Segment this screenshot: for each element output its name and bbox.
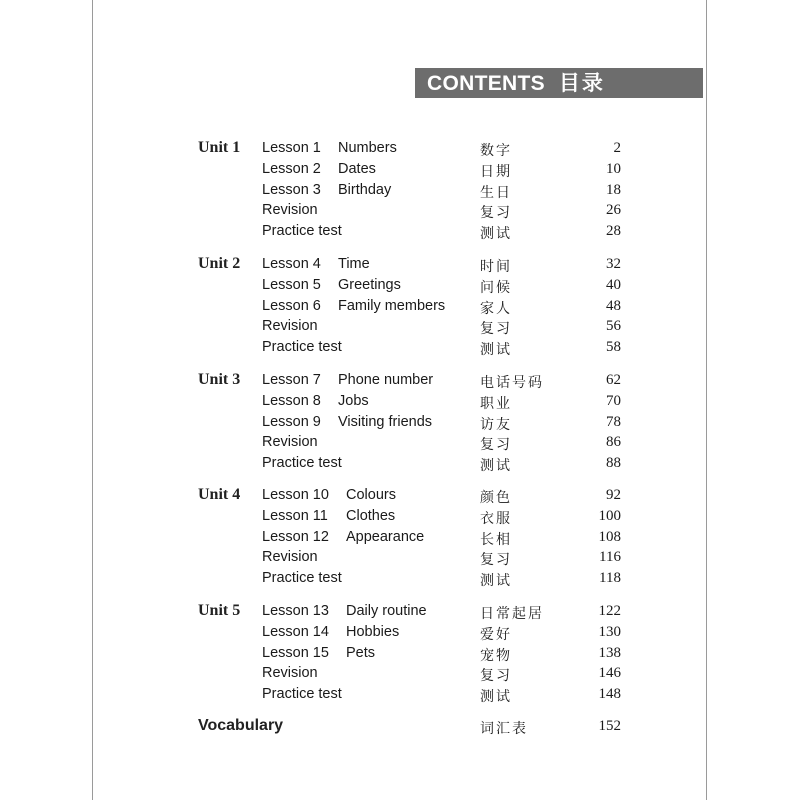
lesson-label: Practice test (262, 686, 342, 703)
toc-row[interactable] (0, 414, 800, 435)
page-number: 26 (606, 202, 621, 219)
lesson-label: Lesson 9 (262, 413, 321, 430)
toc-row[interactable] (0, 455, 800, 476)
lesson-title: Colours (346, 487, 396, 503)
lesson-label: Practice test (262, 455, 342, 472)
page-number: 48 (606, 297, 621, 314)
toc-row[interactable] (0, 140, 800, 161)
toc-row[interactable] (0, 182, 800, 203)
toc-row[interactable] (0, 645, 800, 666)
page-number: 138 (598, 644, 621, 661)
lesson-title-zh: 长相 (480, 531, 512, 548)
lesson-label: Lesson 10 (262, 487, 329, 503)
lesson-title-zh: 电话号码 (480, 375, 544, 391)
lesson-title-zh: 测试 (480, 226, 512, 243)
lesson-title-zh: 访友 (480, 416, 512, 433)
page-number: 146 (598, 665, 621, 682)
page-number: 62 (606, 372, 621, 388)
page-number: 40 (606, 276, 621, 293)
lesson-title-zh: 测试 (480, 689, 512, 706)
lesson-label: Lesson 3 (262, 181, 321, 198)
toc-row[interactable] (0, 508, 800, 529)
lesson-title: Numbers (338, 140, 397, 156)
lesson-label: Lesson 7 (262, 372, 321, 388)
lesson-title-zh: 宠物 (480, 647, 512, 664)
page-number: 58 (606, 339, 621, 356)
lesson-label: Lesson 8 (262, 392, 321, 409)
page-number: 18 (606, 181, 621, 198)
lesson-title-zh: 测试 (480, 573, 512, 590)
lesson-label: Revision (262, 549, 318, 566)
toc-row[interactable] (0, 298, 800, 319)
vocabulary-page-number: 152 (598, 718, 621, 734)
lesson-title-zh: 爱好 (480, 626, 512, 643)
lesson-title: Visiting friends (338, 413, 433, 430)
contents-title-en: CONTENTS (427, 72, 545, 95)
toc-row[interactable] (0, 393, 800, 414)
lesson-title-zh: 复习 (480, 205, 512, 222)
page-number: 70 (606, 392, 621, 409)
lesson-title: Time (338, 256, 370, 272)
lesson-title-zh: 测试 (480, 458, 512, 475)
toc-row[interactable] (0, 487, 800, 508)
lesson-title-zh: 复习 (480, 552, 512, 569)
page-number: 108 (598, 528, 621, 545)
lesson-title: Family members (338, 297, 446, 314)
lesson-title-zh: 职业 (480, 395, 512, 412)
unit-label: Unit 3 (198, 371, 241, 388)
page-number: 148 (598, 686, 621, 703)
contents-banner (415, 68, 703, 98)
toc-row[interactable] (0, 223, 800, 244)
toc-row[interactable] (0, 318, 800, 339)
toc-row[interactable] (0, 434, 800, 455)
toc-row[interactable] (0, 665, 800, 686)
lesson-title-zh: 家人 (480, 300, 512, 317)
lesson-title: Pets (346, 644, 376, 661)
toc-row[interactable] (0, 570, 800, 591)
toc-row[interactable] (0, 624, 800, 645)
toc-row[interactable] (0, 256, 800, 277)
page-number: 2 (613, 140, 621, 156)
lesson-label: Lesson 5 (262, 276, 321, 293)
lesson-label: Lesson 14 (262, 623, 329, 640)
page-number: 118 (599, 570, 621, 587)
lesson-title: Dates (338, 160, 376, 177)
lesson-label: Lesson 11 (262, 507, 328, 524)
lesson-label: Practice test (262, 570, 342, 587)
toc-row[interactable] (0, 202, 800, 223)
lesson-title-zh: 复习 (480, 668, 512, 685)
lesson-title: Greetings (338, 276, 401, 293)
lesson-title: Birthday (338, 181, 392, 198)
lesson-title-zh: 颜色 (480, 490, 512, 506)
page-number: 116 (599, 549, 621, 566)
lesson-title-zh: 数字 (480, 143, 512, 159)
page-number: 130 (598, 623, 621, 640)
lesson-title: Hobbies (346, 623, 400, 640)
page-number: 56 (606, 318, 621, 335)
page-number: 78 (606, 413, 621, 430)
lesson-label: Lesson 6 (262, 297, 321, 314)
page-number: 100 (598, 507, 621, 524)
page-number: 86 (606, 434, 621, 451)
lesson-label: Lesson 12 (262, 528, 329, 545)
lesson-title-zh: 问候 (480, 279, 512, 296)
toc-row[interactable] (0, 161, 800, 182)
lesson-title-zh: 复习 (480, 437, 512, 454)
lesson-title-zh: 衣服 (480, 510, 512, 527)
lesson-label: Revision (262, 434, 318, 451)
lesson-title-zh: 时间 (480, 259, 512, 275)
toc-row[interactable] (0, 549, 800, 570)
toc-row[interactable] (0, 686, 800, 707)
toc-row[interactable] (0, 372, 800, 393)
lesson-label: Revision (262, 665, 318, 682)
lesson-label: Practice test (262, 339, 342, 356)
lesson-title: Daily routine (346, 603, 427, 619)
page-number: 32 (606, 256, 621, 272)
lesson-title: Phone number (338, 372, 434, 388)
lesson-title: Appearance (346, 528, 425, 545)
lesson-title-zh: 日常起居 (480, 606, 544, 622)
toc-row[interactable] (0, 339, 800, 360)
lesson-title: Jobs (338, 392, 369, 409)
page-number: 122 (598, 603, 621, 619)
lesson-label: Lesson 4 (262, 256, 321, 272)
lesson-label: Lesson 13 (262, 603, 329, 619)
lesson-title-zh: 日期 (480, 163, 512, 180)
lesson-label: Practice test (262, 223, 342, 240)
lesson-label: Revision (262, 318, 318, 335)
unit-label: Unit 1 (198, 139, 241, 156)
toc-row[interactable] (0, 529, 800, 550)
page-number: 10 (606, 160, 621, 177)
vocabulary-row[interactable] (0, 718, 800, 739)
toc-row[interactable] (0, 277, 800, 298)
lesson-title-zh: 复习 (480, 321, 512, 338)
contents-title-zh: 目录 (558, 71, 605, 95)
lesson-title-zh: 生日 (480, 184, 512, 201)
unit-label: Unit 5 (198, 602, 241, 619)
page-number: 92 (606, 487, 621, 503)
lesson-title: Clothes (346, 507, 396, 524)
vocabulary-title-zh: 词汇表 (480, 721, 528, 737)
unit-label: Unit 2 (198, 255, 241, 272)
lesson-label: Revision (262, 202, 318, 219)
page-number: 28 (606, 223, 621, 240)
vocabulary-label: Vocabulary (198, 717, 284, 734)
unit-label: Unit 4 (198, 486, 241, 503)
lesson-label: Lesson 15 (262, 644, 329, 661)
lesson-label: Lesson 2 (262, 160, 321, 177)
lesson-label: Lesson 1 (262, 140, 321, 156)
lesson-title-zh: 测试 (480, 342, 512, 359)
toc-row[interactable] (0, 603, 800, 624)
page-number: 88 (606, 455, 621, 472)
